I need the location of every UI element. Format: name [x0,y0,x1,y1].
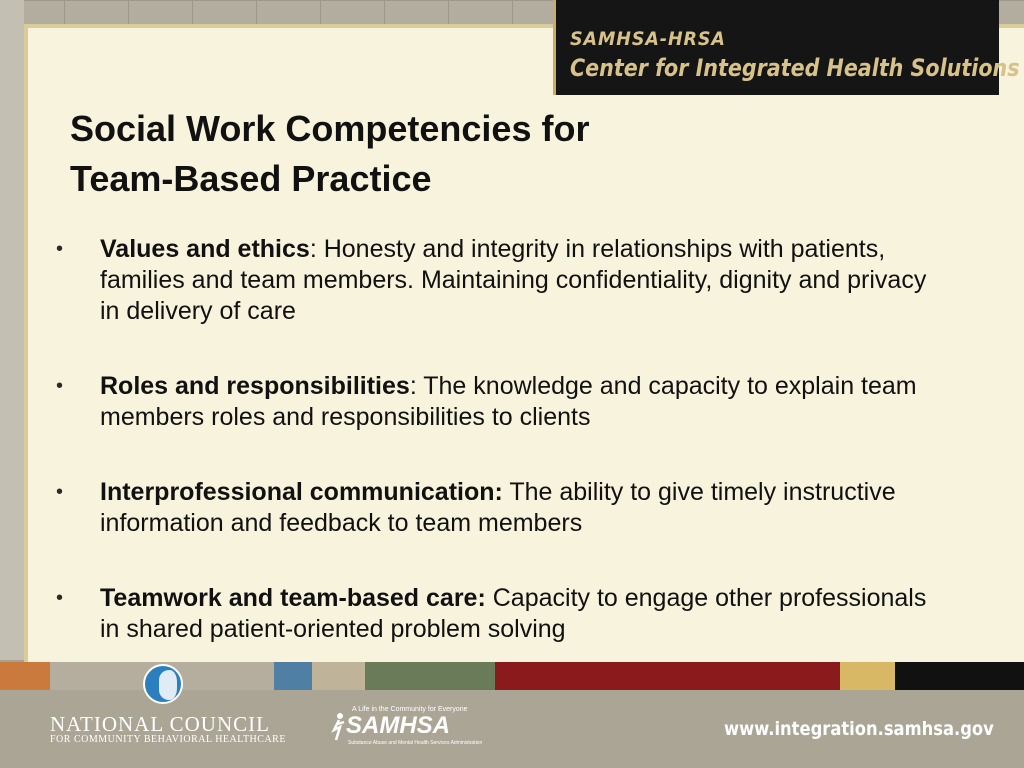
bullet-teamwork [56,583,946,645]
samhsa-figure-icon [330,712,346,742]
bullet-term: Values and ethics [100,235,310,263]
bullet-icon: • [56,375,64,397]
bullet-text: The ability to give timely instructive information and feedback to team members [100,478,896,537]
color-strip-black [895,662,1024,690]
slide-title [70,104,710,204]
national-council-name: NATIONAL COUNCIL [50,712,270,736]
bullet-icon: • [56,481,64,503]
bullet-term: Roles and responsibilities [100,372,410,400]
slide-title-line-2: Team-Based Practice [70,158,432,199]
national-council-logo-icon [143,664,183,704]
color-strip-red [495,662,840,690]
color-strip-beige [312,662,365,690]
bullet-text: Honesty and integrity in relationships with patients, families and team members. Maintaining confidentiality, dignity and privacy in delivery of care [100,235,927,325]
color-strip-orange [0,662,50,690]
bullet-separator: : [409,372,417,400]
bullet-icon: • [56,587,64,609]
bullet-values-ethics [56,234,946,327]
samhsa-logo-text: SAMHSA [346,712,451,739]
bullet-icon: • [56,238,64,260]
cihs-logo-banner [553,0,1020,95]
bullet-term: Interprofessional communication: [100,478,503,506]
color-strip-green [365,662,495,690]
samhsa-subtitle: Substance Abuse and Mental Health Services Administration [348,740,483,746]
bullet-text: The knowledge and capacity to explain team members roles and responsibilities to clients [100,372,917,431]
bullet-text: Capacity to engage other professionals in shared patient-oriented problem solving [100,584,927,643]
color-strip-blue [274,662,312,690]
bullet-interprofessional-communication [56,477,946,539]
footer-url: www.integration.samhsa.gov [724,718,994,740]
logo-line-2: Center for Integrated Health Solutions [570,54,1020,82]
color-strip-gold [840,662,895,690]
bullet-roles-responsibilities [56,371,946,433]
competency-bullet-list [56,234,946,645]
samhsa-tagline: A Life in the Community for Everyone [352,706,468,713]
left-border-strip [0,0,24,660]
national-council-subtitle: FOR COMMUNITY BEHAVIORAL HEALTHCARE [50,734,286,745]
bullet-separator: : [309,235,317,263]
logo-line-1: SAMHSA-HRSA [570,28,726,50]
slide-title-line-1: Social Work Competencies for [70,108,590,149]
bullet-term: Teamwork and team-based care: [100,584,486,612]
